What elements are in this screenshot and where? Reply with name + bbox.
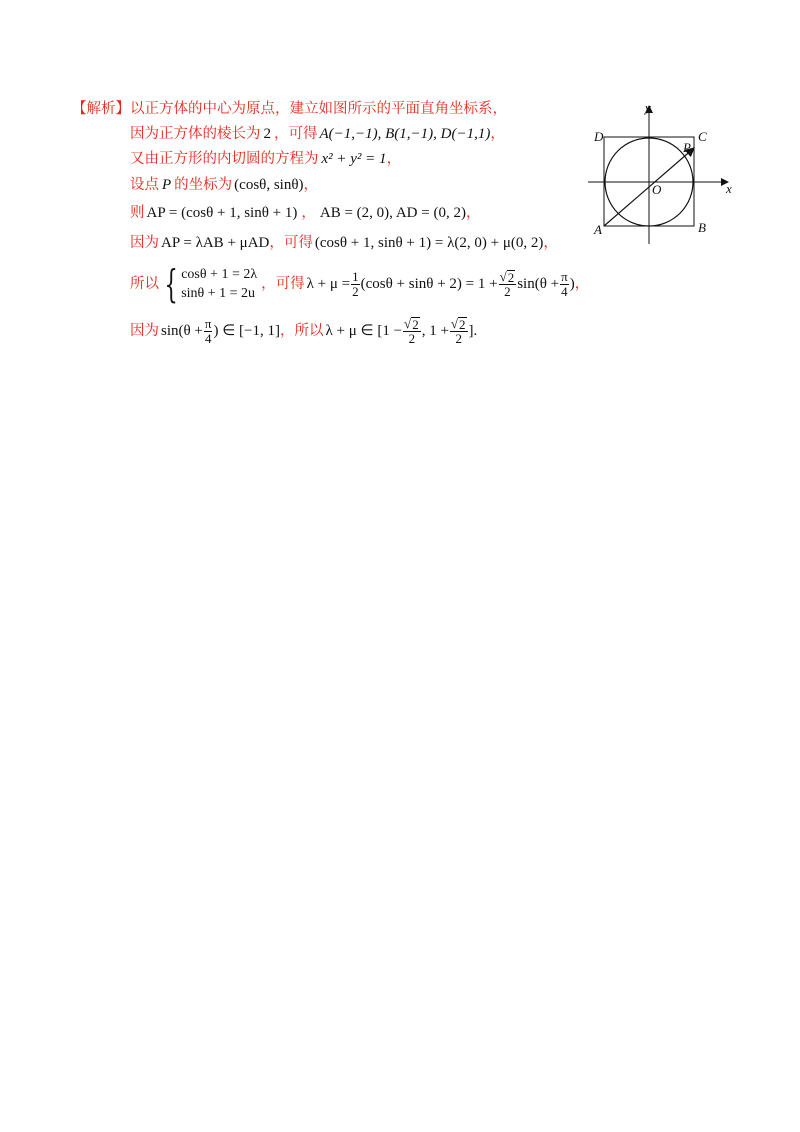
- circle-eq-text: 又由正方形的内切圆的方程为: [130, 151, 319, 167]
- coordinate-figure: [588, 102, 748, 252]
- label-a: A: [594, 222, 602, 237]
- coord-is-text: 的坐标为: [174, 177, 233, 193]
- solution-line-3: [130, 149, 401, 169]
- range-lower: λ + μ ∈ [1 −: [325, 323, 403, 339]
- sine-expression: sin(θ +: [517, 276, 560, 292]
- close-paren: ): [569, 276, 575, 292]
- therefore-text: 所以: [130, 276, 159, 292]
- punct: ，: [301, 205, 316, 221]
- can-get-text: ，可得: [274, 126, 318, 142]
- label-o: O: [652, 182, 662, 197]
- label-b: B: [698, 220, 706, 235]
- punct: ，: [303, 177, 319, 193]
- can-get-text: ，可得: [261, 276, 305, 292]
- left-brace: {: [164, 262, 178, 306]
- solution-line-6: [130, 233, 558, 253]
- solution-line-5: [130, 203, 480, 223]
- vector-decomposition: AP = λAB + μAD: [161, 235, 270, 251]
- label-x: x: [726, 181, 732, 196]
- edge-length-text: 因为正方体的棱长为: [130, 126, 261, 142]
- sine-expression: sin(θ +: [161, 323, 203, 339]
- punct: ，: [543, 235, 558, 251]
- system-eq-1: cosθ + 1 = 2λ: [181, 267, 258, 282]
- label-d: D: [594, 129, 604, 144]
- because-text: 因为: [130, 323, 159, 339]
- system-eq-2: sinθ + 1 = 2u: [181, 286, 256, 301]
- range-upper: , 1 +: [421, 323, 449, 339]
- equation-system: [159, 262, 258, 306]
- lambda-mu-sum: λ + μ =: [306, 276, 351, 292]
- fraction-sqrt2-over-2: √ 2 2: [450, 315, 466, 346]
- punct: ，: [386, 151, 402, 167]
- punct: ，: [490, 126, 505, 142]
- solution-line-8: [130, 311, 477, 351]
- solution-line-1: [72, 99, 507, 119]
- fraction-sqrt2-over-2: √ 2 2: [404, 315, 419, 346]
- component-equation: (cosθ + 1, sinθ + 1) = λ(2, 0) + μ(0, 2): [314, 235, 544, 251]
- so-text: ，所以: [280, 323, 324, 339]
- can-get-text: ，可得: [269, 235, 313, 251]
- point-p: P: [162, 177, 172, 193]
- label-y: y: [645, 102, 651, 115]
- edge-length-value: 2: [263, 126, 271, 142]
- fraction-pi-over-4: $\frac{\pi}{4}$: [204, 315, 212, 346]
- fraction-sqrt2-over-2: √ 2 2: [499, 268, 515, 299]
- solution-line-2: [130, 124, 505, 144]
- fraction-pi-over-4: $\frac{\pi}{4}$: [561, 268, 568, 299]
- sum-expression: (cosθ + sinθ + 2) = 1 +: [360, 276, 498, 292]
- circle-equation: x² + y² = 1: [321, 151, 387, 167]
- punct: ，: [465, 205, 481, 221]
- fraction-one-half: $\frac{1}{2}$: [352, 268, 359, 299]
- p-coordinate: (cosθ, sinθ): [234, 177, 304, 193]
- close-bracket: ].: [468, 323, 478, 339]
- vector-ap: AP = (cosθ + 1, sinθ + 1): [146, 205, 298, 221]
- solution-line-7: [130, 262, 589, 306]
- solution-heading: 【解析】: [72, 101, 130, 117]
- vectors-ab-ad: AB = (2, 0), AD = (0, 2): [319, 205, 466, 221]
- label-c: C: [698, 129, 707, 144]
- then-text: 则: [130, 205, 145, 221]
- sine-range: ) ∈ [−1, 1]: [213, 323, 280, 339]
- let-point-text: 设点: [130, 177, 159, 193]
- because-text: 因为: [130, 235, 159, 251]
- solution-intro: 以正方体的中心为原点，建立如图所示的平面直角坐标系，: [130, 101, 507, 117]
- label-p: P: [683, 140, 691, 155]
- punct: ，: [574, 276, 590, 292]
- point-coords: A(−1,−1), B(1,−1), D(−1,1): [319, 126, 491, 142]
- solution-line-4: [130, 175, 318, 195]
